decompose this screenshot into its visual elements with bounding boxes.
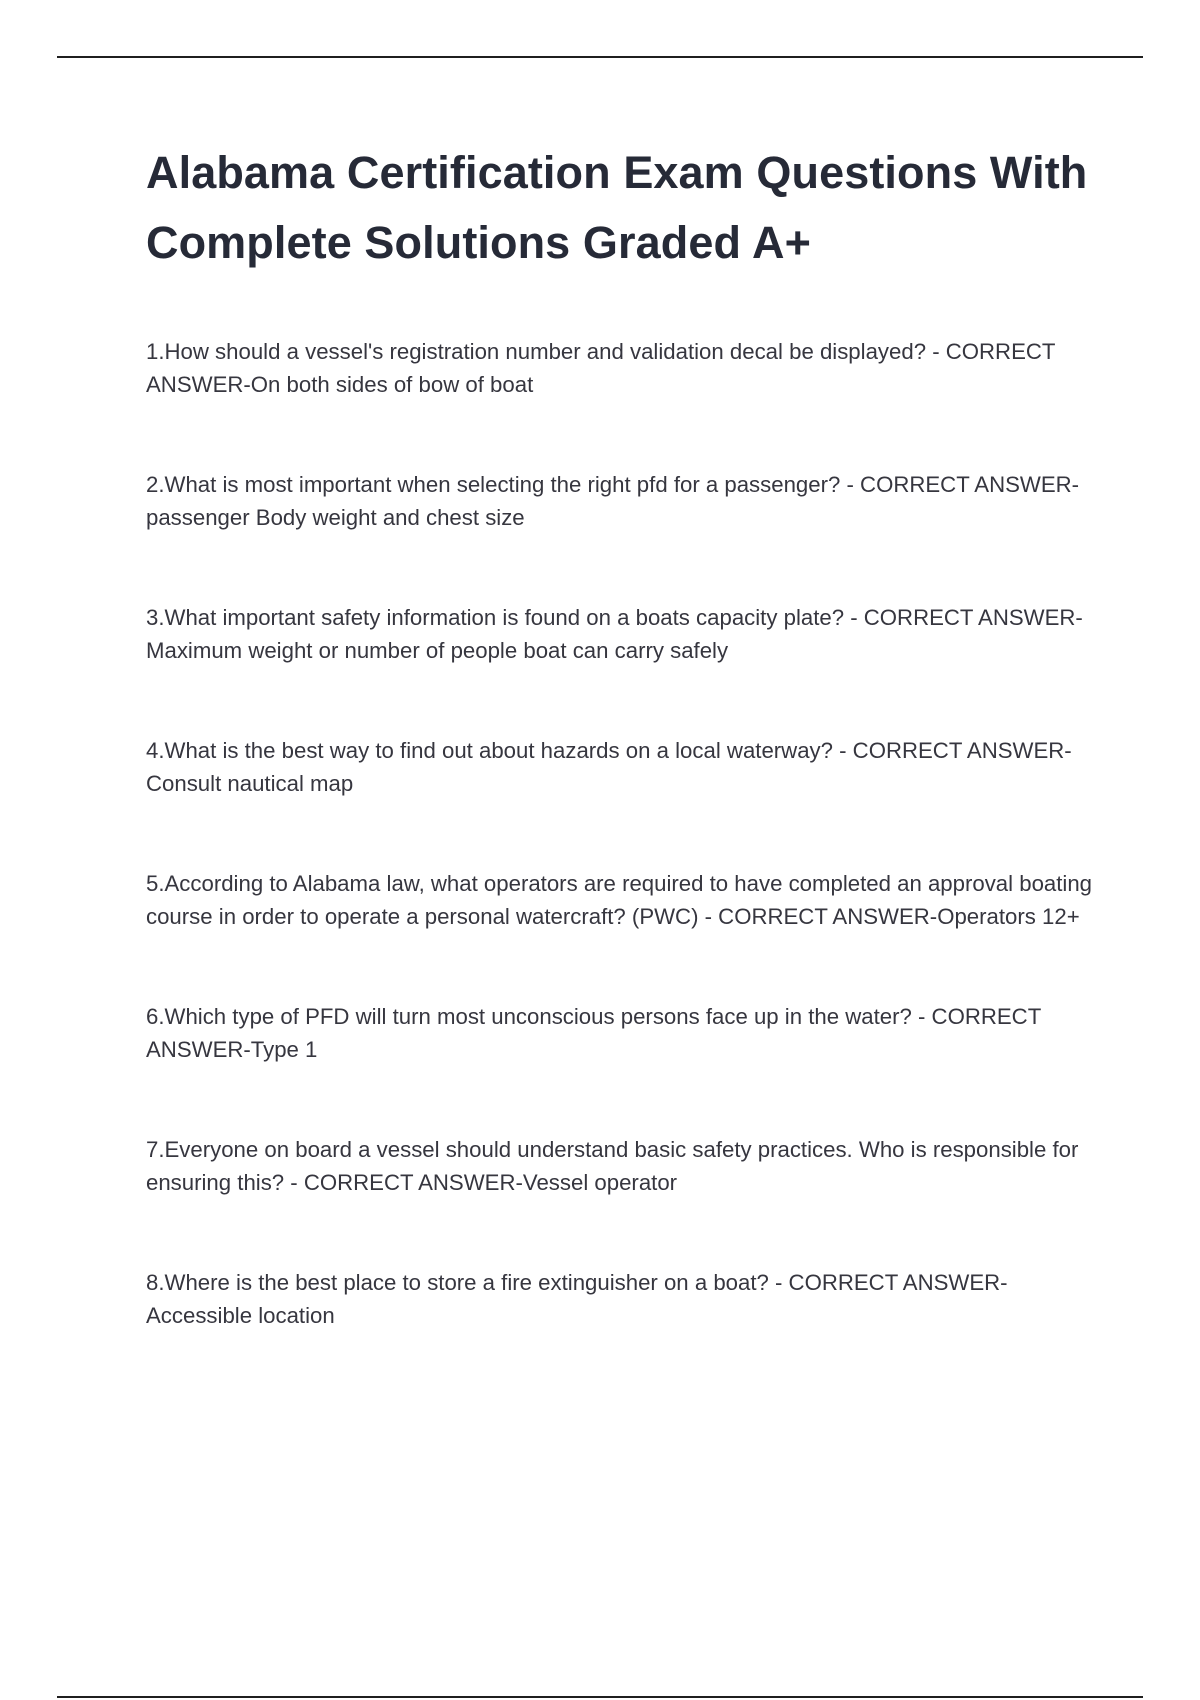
- question-item-2: 2.What is most important when selecting the right pfd for a passenger? - CORRECT ANSWER-passenger Body weight and chest size: [146, 472, 1080, 530]
- bottom-rule: [57, 1696, 1143, 1698]
- question-item-1: 1.How should a vessel's registration number and validation decal be displayed? - CORRECT ANSWER-On both sides of bow of boat: [146, 339, 1056, 397]
- question-item-6: 6.Which type of PFD will turn most unconscious persons face up in the water? - CORRECT ANSWER-Type 1: [146, 1004, 1041, 1062]
- question-item-4: 4.What is the best way to find out about hazards on a local waterway? - CORRECT ANSWER-Consult nautical map: [146, 738, 1072, 796]
- question-item-5: 5.According to Alabama law, what operators are required to have completed an approval boating course in order to operate a personal watercraft? (PWC) - CORRECT ANSWER-Operators 12+: [146, 871, 1093, 929]
- question-item-3: 3.What important safety information is found on a boats capacity plate? - CORRECT ANSWER-Maximum weight or number of people boat can carry safely: [146, 605, 1083, 663]
- question-item-8: 8.Where is the best place to store a fire extinguisher on a boat? - CORRECT ANSWER-Accessible location: [146, 1270, 1008, 1328]
- top-rule: [57, 56, 1143, 58]
- document-body: [146, 138, 1096, 1400]
- question-item-7: 7.Everyone on board a vessel should understand basic safety practices. Who is responsible for ensuring this? - CORRECT ANSWER-Vessel operator: [146, 1137, 1079, 1195]
- document-title: Alabama Certification Exam Questions With Complete Solutions Graded A+: [146, 147, 1088, 268]
- question-list: [146, 336, 1096, 1332]
